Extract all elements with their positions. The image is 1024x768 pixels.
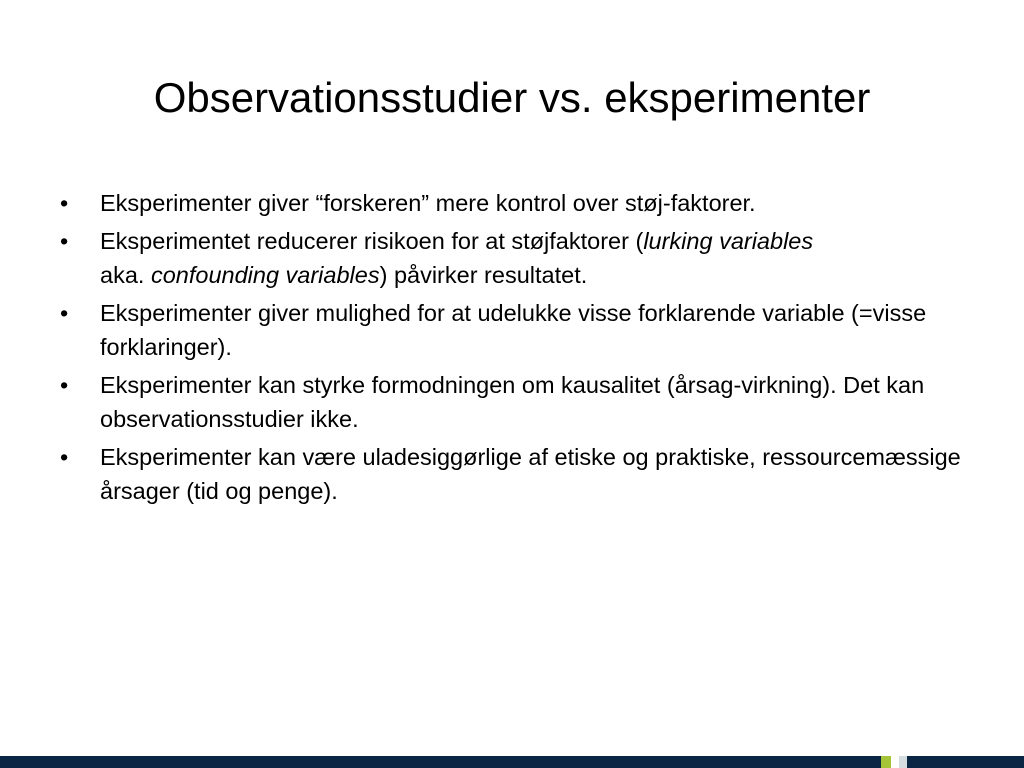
- bullet-item: [60, 224, 980, 292]
- bullet-text: [100, 228, 813, 288]
- bullet-text: [100, 300, 926, 360]
- bullet-italic-term: lurking variables: [643, 228, 814, 254]
- bullet-dot: •: [60, 190, 69, 216]
- bullet-item: [60, 186, 980, 220]
- footer-accent-green: [881, 756, 891, 768]
- bullet-item: [60, 440, 980, 508]
- bullet-dot: •: [60, 372, 69, 398]
- bullet-dot: •: [60, 444, 69, 470]
- bullet-text-part: Eksperimenter kan styrke formodningen om kausalitet (årsag-virkning). Det kan observationsstudier ikke.: [100, 372, 925, 432]
- footer-accent-white: [891, 756, 899, 768]
- bullet-text-part: Eksperimenter giver “forskeren” mere kontrol over støj-faktorer.: [100, 190, 756, 216]
- bullet-text: [100, 372, 924, 432]
- bullet-dot: •: [60, 228, 69, 254]
- bullet-text-part: aka.: [100, 262, 151, 288]
- footer-bar: [0, 756, 1024, 768]
- bullet-item: [60, 296, 980, 364]
- slide-title: Observationsstudier vs. eksperimenter: [153, 74, 871, 121]
- bullet-text-part: ) påvirker resultatet.: [379, 262, 588, 288]
- bullet-text-part: Eksperimenter giver mulighed for at udelukke visse forklarende variable (=visse forklaringer).: [100, 300, 927, 360]
- bullet-dot: •: [60, 300, 69, 326]
- bullet-text-part: Eksperimentet reducerer risikoen for at støjfaktorer (: [100, 228, 644, 254]
- bullet-list: [60, 186, 980, 512]
- bullet-text: [100, 190, 756, 216]
- bullet-text-part: Eksperimenter kan være uladesiggørlige af etiske og praktiske, ressourcemæssige årsager (tid og penge).: [100, 444, 961, 504]
- footer-accent-gray: [899, 756, 907, 768]
- bullet-italic-term: confounding variables: [150, 262, 380, 288]
- bullet-text: [100, 444, 961, 504]
- bullet-item: [60, 368, 980, 436]
